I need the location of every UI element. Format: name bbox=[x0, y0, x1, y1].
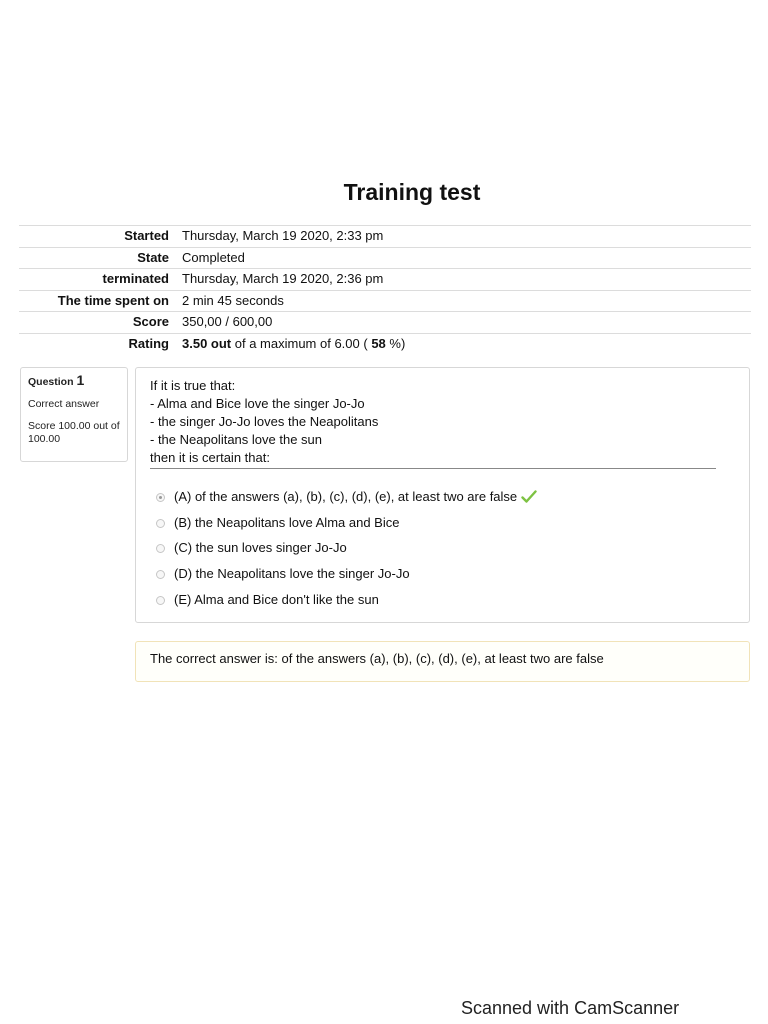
answer-option-label: (D) the Neapolitans love the singer Jo-Jo bbox=[174, 566, 410, 581]
summary-row-score bbox=[19, 312, 751, 334]
scanner-watermark: Scanned with CamScanner bbox=[461, 998, 680, 1018]
summary-label: Started bbox=[124, 228, 169, 243]
question-number bbox=[28, 374, 120, 389]
question-line: - the singer Jo-Jo loves the Neapolitans bbox=[150, 414, 379, 429]
question-line: - the Neapolitans love the sun bbox=[150, 432, 322, 447]
radio-icon[interactable] bbox=[156, 570, 165, 579]
summary-value: 2 min 45 seconds bbox=[182, 292, 284, 308]
summary-row-started bbox=[19, 226, 751, 248]
question-line: If it is true that: bbox=[150, 378, 236, 393]
question-number-value: 1 bbox=[76, 372, 85, 388]
radio-icon[interactable] bbox=[156, 544, 165, 553]
summary-row-state bbox=[19, 248, 751, 270]
summary-label: Score bbox=[132, 314, 169, 329]
rating-mid-text: of a maximum of 6.00 ( bbox=[234, 335, 368, 351]
question-line: then it is certain that: bbox=[150, 450, 270, 465]
page-title: Training test bbox=[343, 179, 481, 205]
radio-icon[interactable] bbox=[156, 493, 165, 502]
radio-icon[interactable] bbox=[156, 596, 165, 605]
rating-end-text: %) bbox=[389, 335, 406, 351]
summary-label: State bbox=[137, 249, 169, 265]
answer-option-label: (B) the Neapolitans love Alma and Bice bbox=[174, 515, 400, 530]
summary-label: terminated bbox=[102, 271, 169, 286]
question-line: - Alma and Bice love the singer Jo-Jo bbox=[150, 396, 365, 411]
answer-option-label: (C) the sun loves singer Jo-Jo bbox=[174, 540, 347, 555]
summary-row-rating bbox=[19, 334, 751, 355]
rating-percent: 58 bbox=[371, 335, 386, 351]
question-label: Question bbox=[28, 376, 74, 388]
rating-value bbox=[182, 334, 751, 355]
attempt-summary-table bbox=[19, 225, 751, 354]
question-box bbox=[135, 367, 750, 623]
summary-label: Rating bbox=[128, 335, 169, 351]
summary-row-time-spent bbox=[19, 291, 751, 313]
correct-answer-feedback: The correct answer is: of the answers (a), (b), (c), (d), (e), at least two are false bbox=[135, 641, 750, 682]
summary-label: The time spent on bbox=[57, 292, 169, 308]
question-status: Correct answer bbox=[28, 398, 100, 410]
summary-value: 350,00 / 600,00 bbox=[182, 314, 273, 329]
summary-row-terminated bbox=[19, 269, 751, 291]
question-score: Score 100.00 out of 100.00 bbox=[28, 420, 120, 445]
check-icon bbox=[521, 490, 537, 504]
summary-value: Thursday, March 19 2020, 2:36 pm bbox=[182, 271, 384, 286]
answer-option-label: (A) of the answers (a), (b), (c), (d), (e), at least two are false bbox=[174, 489, 518, 504]
question-text bbox=[150, 377, 716, 469]
answer-option-label: (E) Alma and Bice don't like the sun bbox=[174, 592, 379, 607]
rating-bold-value: 3.50 out bbox=[182, 335, 232, 351]
question-info-panel bbox=[20, 367, 128, 462]
radio-icon[interactable] bbox=[156, 519, 165, 528]
answer-option-c[interactable] bbox=[156, 538, 347, 558]
answer-option-a[interactable] bbox=[156, 487, 537, 507]
answer-option-b[interactable] bbox=[156, 513, 399, 533]
answer-option-d[interactable] bbox=[156, 564, 410, 584]
summary-value: Thursday, March 19 2020, 2:33 pm bbox=[182, 228, 384, 243]
summary-value: Completed bbox=[182, 249, 245, 265]
answer-option-e[interactable] bbox=[156, 590, 379, 610]
